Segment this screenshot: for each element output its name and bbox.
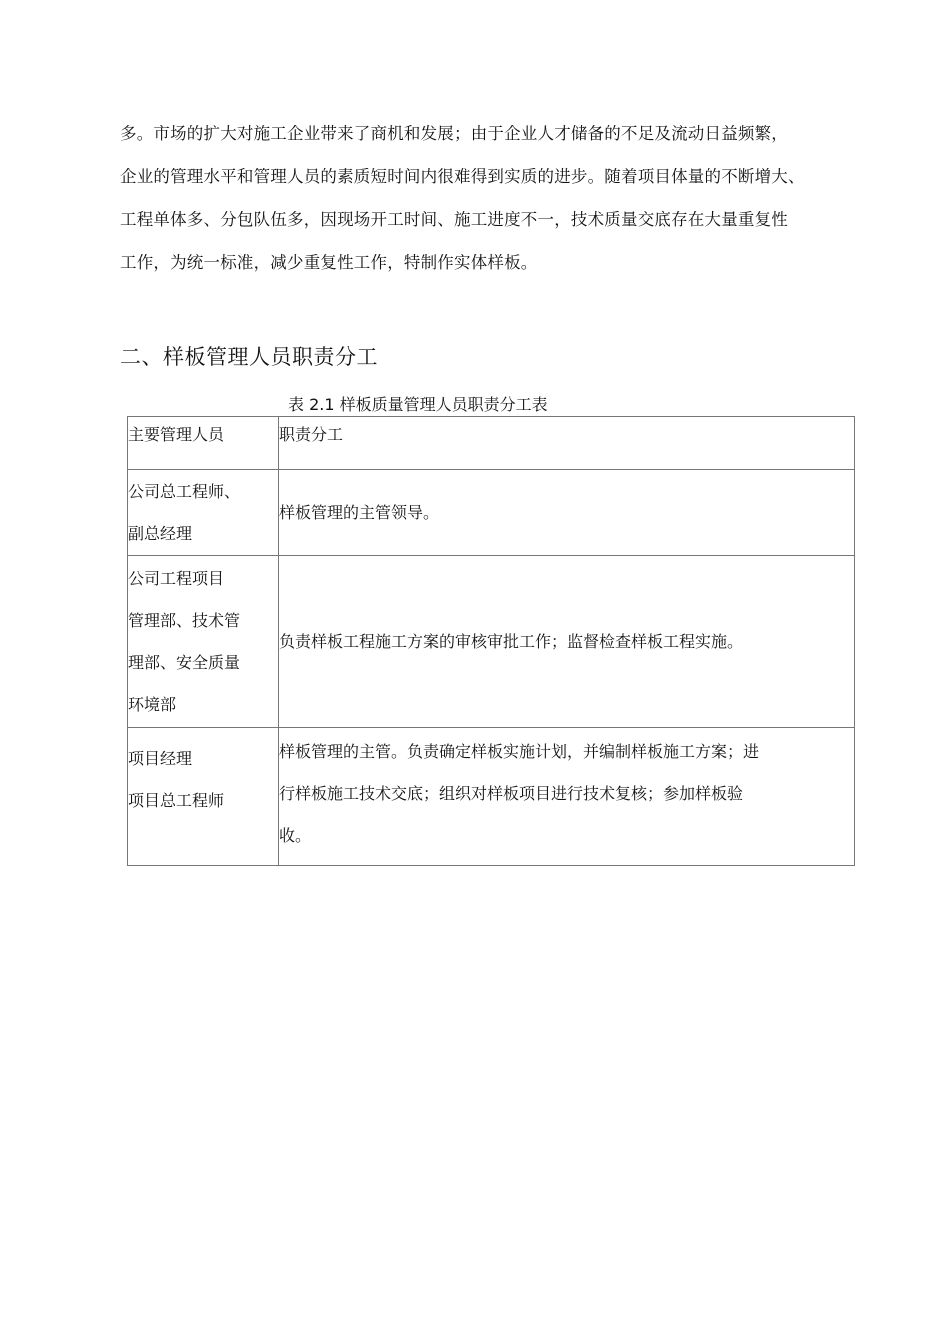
duty-line: 样板管理的主管领导。 bbox=[279, 502, 440, 522]
paragraph-line: 工作，为统一标准，减少重复性工作，特制作实体样板。 bbox=[120, 253, 538, 272]
duty-table bbox=[127, 416, 855, 866]
role-line: 环境部 bbox=[128, 694, 177, 714]
role-line: 项目总工程师 bbox=[128, 791, 225, 810]
duty-line: 负责样板工程施工方案的审核审批工作；监督检查样板工程实施。 bbox=[279, 631, 744, 651]
section-heading: 二、样板管理人员职责分工 bbox=[120, 345, 378, 369]
duty-line: 收。 bbox=[279, 826, 312, 845]
duty-line: 样板管理的主管。负责确定样板实施计划，并编制样板施工方案；进 bbox=[279, 742, 760, 761]
duty-cell bbox=[279, 556, 855, 728]
role-line: 项目经理 bbox=[128, 749, 193, 768]
role-line: 理部、安全质量 bbox=[128, 652, 241, 672]
paragraph-line: 工程单体多、分包队伍多，因现场开工时间、施工进度不一，技术质量交底存在大量重复性 bbox=[120, 210, 788, 229]
paragraph-line: 多。市场的扩大对施工企业带来了商机和发展；由于企业人才储备的不足及流动日益频繁， bbox=[120, 124, 788, 143]
duty-line: 行样板施工技术交底；组织对样板项目进行技术复核；参加样板验 bbox=[279, 784, 744, 803]
table-caption: 表 2.1 样板质量管理人员职责分工表 bbox=[288, 395, 548, 414]
role-cell bbox=[128, 556, 279, 728]
intro-paragraph bbox=[120, 112, 880, 284]
header-duty-cell: 职责分工 bbox=[279, 417, 855, 470]
role-cell bbox=[128, 470, 279, 556]
role-cell bbox=[128, 728, 279, 866]
duty-cell bbox=[279, 728, 855, 866]
duty-cell bbox=[279, 470, 855, 556]
role-line: 副总经理 bbox=[128, 523, 193, 543]
table-row bbox=[128, 556, 855, 728]
table-row bbox=[128, 470, 855, 556]
table-header-row bbox=[128, 417, 855, 470]
paragraph-line: 企业的管理水平和管理人员的素质短时间内很难得到实质的进步。随着项目体量的不断增大、 bbox=[120, 167, 805, 186]
role-line: 管理部、技术管 bbox=[128, 610, 241, 630]
header-role-cell: 主要管理人员 bbox=[128, 417, 279, 470]
role-line: 公司工程项目 bbox=[128, 568, 225, 588]
table-row bbox=[128, 728, 855, 866]
role-line: 公司总工程师、 bbox=[128, 481, 241, 501]
